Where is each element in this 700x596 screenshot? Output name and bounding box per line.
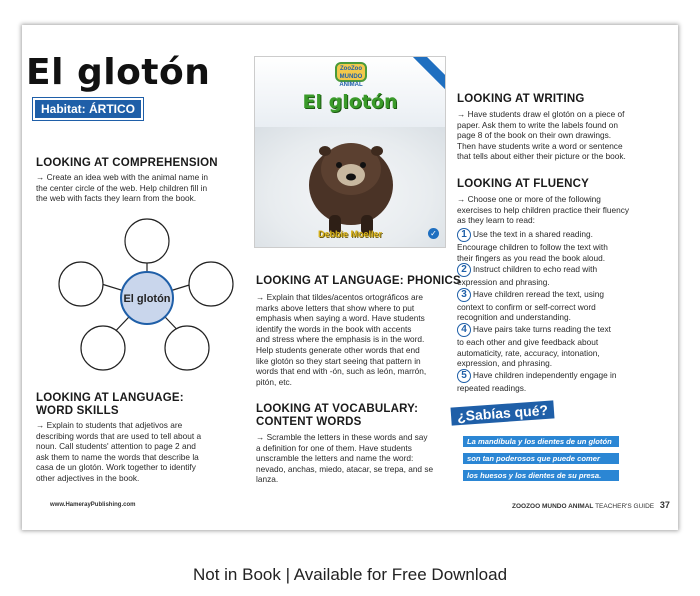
- word-skills-heading: [36, 392, 184, 418]
- phonics-line: identify the words in the book with accents: [256, 323, 412, 334]
- writing-text: [457, 109, 626, 162]
- fluency-item: [457, 288, 657, 323]
- fluency-item-line: automaticity, rate, accuracy, intonation,: [457, 347, 600, 358]
- word-skills-text: [36, 420, 201, 484]
- book-cover: [254, 56, 446, 248]
- vocabulary-line: lanza.: [256, 474, 279, 485]
- word-skills-heading-line: WORD SKILLS: [36, 405, 119, 417]
- fluency-intro-line: exercises to help children practice their fluency: [457, 204, 630, 215]
- fluency-item: [457, 228, 657, 263]
- step-number-icon: 4: [457, 323, 471, 337]
- word-skills-line: ask them to name the words that describe la: [36, 451, 199, 462]
- sabias-que-label: ¿Sabías qué?: [450, 400, 554, 425]
- vocabulary-heading-line: LOOKING AT VOCABULARY:: [256, 403, 419, 415]
- vocabulary-text: [256, 432, 433, 485]
- fluency-item-line: Instruct children to echo read with: [473, 264, 598, 275]
- writing-line: that tells about either their picture or the book.: [457, 151, 626, 162]
- fluency-item-line: expression and phrasing.: [457, 277, 550, 288]
- fluency-intro-line: → Choose one or more of the following: [457, 194, 601, 204]
- phonics-line: marks above letters that show where to put: [256, 302, 415, 313]
- phonics-line: emphasis when saying a word. Have students: [256, 313, 425, 324]
- footer-website: www.HamerayPublishing.com: [50, 502, 136, 508]
- vocabulary-line: → Scramble the letters in these words and say: [256, 432, 428, 442]
- page-title: El glotón: [26, 52, 211, 93]
- phonics-line: like glotón so they start seeing that pattern in: [256, 355, 421, 366]
- fluency-item-line: expression, and phrasing.: [457, 358, 553, 369]
- idea-web-diagram: [55, 216, 235, 396]
- step-number-icon: 5: [457, 369, 471, 383]
- word-skills-line: → Explain to students that adjetivos are: [36, 420, 183, 430]
- vocabulary-heading-line: CONTENT WORDS: [256, 416, 362, 428]
- footer-series: ZOOZOO MUNDO ANIMAL: [512, 503, 594, 510]
- sabias-fact-line: los huesos y los dientes de su presa.: [463, 470, 619, 481]
- writing-line: → Have students draw el glotón on a piece of: [457, 109, 625, 119]
- fluency-item-line: to each other and give feedback about: [457, 336, 599, 347]
- fluency-item: [457, 263, 657, 288]
- writing-line: Then have students write a word or sentence: [457, 140, 623, 151]
- word-skills-line: other adjectives in the book.: [36, 472, 140, 483]
- phonics-heading: LOOKING AT LANGUAGE: PHONICS: [256, 275, 461, 287]
- habitat-badge: Habitat: ÁRTICO: [33, 98, 143, 120]
- fluency-list: [457, 228, 657, 393]
- word-skills-heading-line: LOOKING AT LANGUAGE:: [36, 392, 184, 404]
- comprehension-line: the center circle of the web. Help children fill in: [36, 182, 208, 193]
- vocabulary-line: unscramble the letters and name the word:: [256, 453, 414, 464]
- fluency-heading: LOOKING AT FLUENCY: [457, 178, 590, 190]
- web-bubble: [125, 219, 169, 263]
- page-number: 37: [659, 500, 670, 510]
- zoozoo-logo: ZooZoo MUNDO ANIMAL: [335, 62, 367, 82]
- book-author: Debbie Moeller: [317, 229, 382, 239]
- comprehension-line: → Create an idea web with the animal name in: [36, 172, 209, 182]
- download-caption: Not in Book | Available for Free Download: [192, 565, 508, 584]
- web-bubble: [81, 326, 125, 370]
- footer-guide: TEACHER'S GUIDE: [595, 503, 655, 510]
- fluency-item-line: Encourage children to follow the text with: [457, 242, 608, 252]
- check-badge-icon: ✓: [428, 228, 439, 239]
- step-number-icon: 2: [457, 263, 471, 277]
- comprehension-heading: LOOKING AT COMPREHENSION: [36, 157, 218, 169]
- fluency-item-line: their fingers as you read the book aloud.: [457, 252, 606, 263]
- sabias-fact-line: La mandíbula y los dientes de un glotón: [463, 436, 619, 447]
- phonics-text: [256, 292, 426, 387]
- phonics-line: → Explain that tildes/acentos ortográficos are: [256, 292, 423, 302]
- phonics-line: Help students generate other words that end: [256, 344, 420, 355]
- phonics-line: words that end with -ón, such as león, marrón,: [256, 366, 427, 377]
- fluency-item: [457, 369, 657, 394]
- phonics-line: pitón, etc.: [256, 376, 292, 387]
- vocabulary-line: nevado, anchas, miedo, atacar, se trepa, and se: [256, 463, 434, 474]
- writing-line: paper. Ask them to write the labels found on: [457, 119, 618, 130]
- fluency-item-line: Use the text in a shared reading.: [473, 229, 593, 240]
- web-bubble: [189, 262, 233, 306]
- fluency-item-line: repeated readings.: [457, 382, 527, 393]
- web-bubble: [165, 326, 209, 370]
- word-skills-line: describing words that are used to tell about a: [36, 430, 202, 441]
- fluency-item-line: context to confirm or self-correct word: [457, 301, 596, 312]
- fluency-item-line: Have children independently engage in: [473, 369, 617, 380]
- sabias-fact-line: son tan poderosos que puede comer: [463, 453, 619, 464]
- fluency-item: [457, 323, 657, 369]
- fluency-item-line: Have children reread the text, using: [473, 288, 604, 299]
- web-center-label: El glotón: [123, 293, 171, 305]
- word-skills-line: casa de un glotón. Work together to identify: [36, 462, 196, 473]
- fluency-item-line: recognition and understanding.: [457, 312, 571, 323]
- web-bubble: [59, 262, 103, 306]
- writing-heading: LOOKING AT WRITING: [457, 93, 585, 105]
- fluency-item-line: Have pairs take turns reading the text: [473, 324, 611, 335]
- step-number-icon: 3: [457, 288, 471, 302]
- comprehension-text: [36, 172, 208, 204]
- vocabulary-heading: [256, 403, 418, 429]
- word-skills-line: noun. Call students' attention to page 2 and: [36, 441, 196, 452]
- writing-line: page 8 of the book on their own drawings.: [457, 130, 612, 141]
- phonics-line: and stress where the emphasis is in the word.: [256, 334, 425, 345]
- footer-guide-info: [512, 500, 670, 510]
- step-number-icon: 1: [457, 228, 471, 242]
- vocabulary-line: a definition for one of them. Have students: [256, 442, 412, 453]
- fluency-text: [457, 194, 629, 226]
- book-title: El glotón: [302, 91, 398, 113]
- comprehension-line: the web with facts they learn from the book.: [36, 193, 197, 204]
- fluency-intro-line: as they learn to read:: [457, 215, 535, 226]
